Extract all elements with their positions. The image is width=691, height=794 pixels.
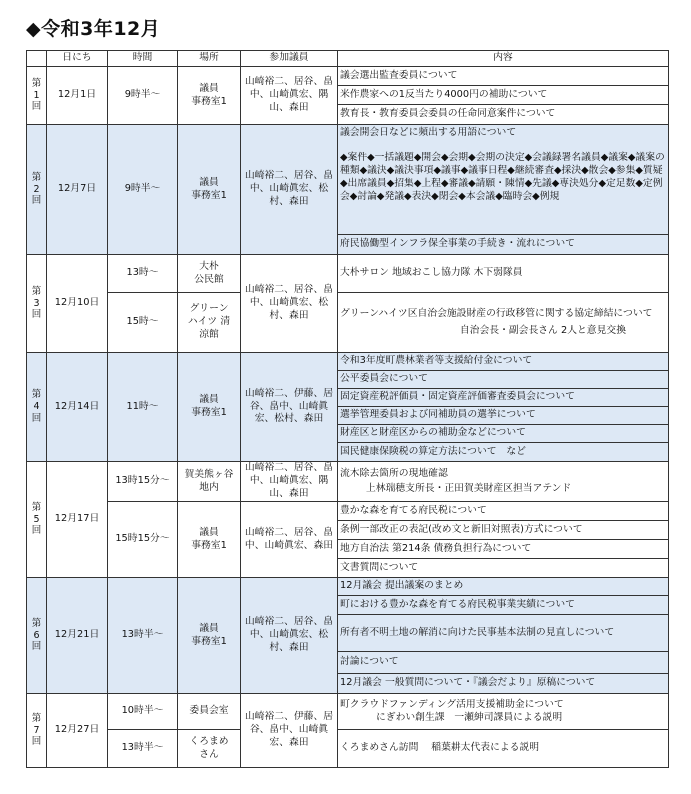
meeting-place: くろまめ さん <box>178 730 241 768</box>
agenda-item: 議会選出監査委員について <box>338 67 669 86</box>
agenda-item <box>338 293 669 353</box>
header-time: 時間 <box>108 51 178 67</box>
table-row <box>27 293 669 353</box>
meeting-date: 12月14日 <box>47 353 108 462</box>
table-row <box>27 694 669 730</box>
meeting-place: 大朴 公民館 <box>178 255 241 293</box>
meeting-place: 賀美熊ヶ谷地内 <box>178 462 241 502</box>
agenda-item: 選挙管理委員および同補助員の選挙について <box>338 407 669 425</box>
agenda-item <box>338 462 669 502</box>
meeting-time: 11時～ <box>108 353 178 462</box>
meeting-number: 第 4 回 <box>27 353 47 462</box>
agenda-item: 所有者不明土地の解消に向けた民事基本法制の見直しについて <box>338 615 669 652</box>
agenda-item: 条例一部改正の表記(改め文と新旧対照表)方式について <box>338 521 669 540</box>
agenda-item: 豊かな森を育てる府民税について <box>338 502 669 521</box>
meeting-number: 第 3 回 <box>27 255 47 353</box>
table-row <box>27 730 669 768</box>
meeting-date: 12月17日 <box>47 462 108 578</box>
header-content: 内容 <box>338 51 669 67</box>
meeting-time: 13時15分～ <box>108 462 178 502</box>
table-row <box>27 67 669 86</box>
agenda-item: 12月議会 一般質問について・『議会だより』原稿について <box>338 674 669 694</box>
page-title: ◆令和3年12月 <box>26 18 161 40</box>
meeting-number: 第 7 回 <box>27 694 47 768</box>
meeting-place: 議員 事務室1 <box>178 67 241 125</box>
table-row <box>27 578 669 596</box>
agenda-item: 令和3年度町農林業者等支援給付金について <box>338 353 669 371</box>
meeting-members: 山崎裕二、居谷、畠中、山崎眞宏、隅山、森田 <box>241 462 338 502</box>
header-number <box>27 51 47 67</box>
meeting-time: 9時半～ <box>108 67 178 125</box>
agenda-item: 公平委員会について <box>338 371 669 389</box>
meeting-number: 第 2 回 <box>27 125 47 255</box>
meeting-members: 山崎裕二、居谷、畠中、山崎眞宏、隅山、森田 <box>241 67 338 125</box>
meeting-time: 9時半～ <box>108 125 178 255</box>
meeting-number: 第 6 回 <box>27 578 47 694</box>
header-row <box>27 51 669 67</box>
meeting-place: 議員 事務室1 <box>178 353 241 462</box>
agenda-item: 教育長・教育委員会委員の任命同意案件について <box>338 105 669 125</box>
meeting-time: 10時半～ <box>108 694 178 730</box>
agenda-item: 文書質問について <box>338 559 669 578</box>
meeting-time: 13時半～ <box>108 730 178 768</box>
agenda-note: 上林瑞穂支所長・正田賀美財産区担当アテンド <box>366 482 572 494</box>
meeting-time: 15時15分～ <box>108 502 178 578</box>
meeting-members: 山崎裕二、伊藤、居谷、畠中、山崎眞宏、松村、森田 <box>241 353 338 462</box>
meeting-place: 議員 事務室1 <box>178 125 241 255</box>
table-row <box>27 502 669 521</box>
table-row <box>27 353 669 371</box>
meeting-time: 15時～ <box>108 293 178 353</box>
table-row <box>27 462 669 502</box>
agenda-item: 討論について <box>338 652 669 674</box>
agenda-item <box>338 694 669 730</box>
agenda-note: 自治会長・副会長さん 2人と意見交換 <box>459 324 626 336</box>
meeting-members: 山崎裕二、伊藤、居谷、畠中、山崎眞宏、森田 <box>241 694 338 768</box>
agenda-item: 12月議会 提出議案のまとめ <box>338 578 669 596</box>
agenda-item: 米作農家への1反当たり4000円の補助について <box>338 86 669 105</box>
agenda-item: くろまめさん訪問 稲葉耕太代表による説明 <box>338 730 669 768</box>
meeting-members: 山崎裕二、居谷、畠中、山崎眞宏、松村、森田 <box>241 255 338 353</box>
header-date: 日にち <box>47 51 108 67</box>
header-members: 参加議員 <box>241 51 338 67</box>
agenda-item: 大朴サロン 地域おこし協力隊 木下弱隊員 <box>338 255 669 293</box>
meeting-place: 議員 事務室1 <box>178 578 241 694</box>
agenda-item: 府民協働型インフラ保全事業の手続き・流れについて <box>338 235 669 255</box>
agenda-item: 議会開会日などに頻出する用語について ◆案件◆一括議題◆開会◆会期◆会期の決定◆会議録署名議員◆議案◆議案の種類◆議決◆議決事項◆議事◆議事日程◆継続審査◆採決◆散会◆参集◆質疑◆出席議員◆招集◆上程◆審議◆請願・陳情◆先議◆専決処分◆定足数◆定例会◆討論◆発議◆表決◆閉会◆本会議◆臨時会◆例規 <box>338 125 669 235</box>
meeting-place: 議員 事務室1 <box>178 502 241 578</box>
meeting-place: グリーン ハイツ 清 涼館 <box>178 293 241 353</box>
table-row <box>27 125 669 235</box>
agenda-item-text: グリーンハイツ区自治会施設財産の行政移管に関する協定締結について <box>340 307 653 319</box>
meeting-time: 13時半～ <box>108 578 178 694</box>
meeting-number: 第 1 回 <box>27 67 47 125</box>
meeting-members: 山崎裕二、居谷、畠中、山崎眞宏、森田 <box>241 502 338 578</box>
meeting-date: 12月10日 <box>47 255 108 353</box>
meeting-number: 第 5 回 <box>27 462 47 578</box>
agenda-item: 固定資産税評価員・固定資産評価審査委員会について <box>338 389 669 407</box>
meeting-place: 委員会室 <box>178 694 241 730</box>
agenda-item: 国民健康保険税の算定方法について など <box>338 443 669 462</box>
meeting-schedule-table <box>26 50 669 768</box>
meeting-members: 山崎裕二、居谷、畠中、山崎眞宏、松村、森田 <box>241 125 338 255</box>
agenda-item: 財産区と財産区からの補助金などについて <box>338 425 669 443</box>
agenda-item-text: 町クラウドファンディング活用支援補助金について <box>340 698 564 710</box>
meeting-date: 12月7日 <box>47 125 108 255</box>
agenda-item: 地方自治法 第214条 債務負担行為について <box>338 540 669 559</box>
table-row <box>27 255 669 293</box>
meeting-date: 12月27日 <box>47 694 108 768</box>
agenda-note: にぎわい創生課 一瀬紳司課員による説明 <box>376 711 563 723</box>
header-place: 場所 <box>178 51 241 67</box>
meeting-members: 山崎裕二、居谷、畠中、山崎眞宏、松村、森田 <box>241 578 338 694</box>
agenda-item: 町における豊かな森を育てる府民税事業実績について <box>338 596 669 615</box>
meeting-date: 12月1日 <box>47 67 108 125</box>
agenda-item-text: 流木除去箇所の現地確認 <box>340 467 448 479</box>
meeting-time: 13時～ <box>108 255 178 293</box>
meeting-date: 12月21日 <box>47 578 108 694</box>
